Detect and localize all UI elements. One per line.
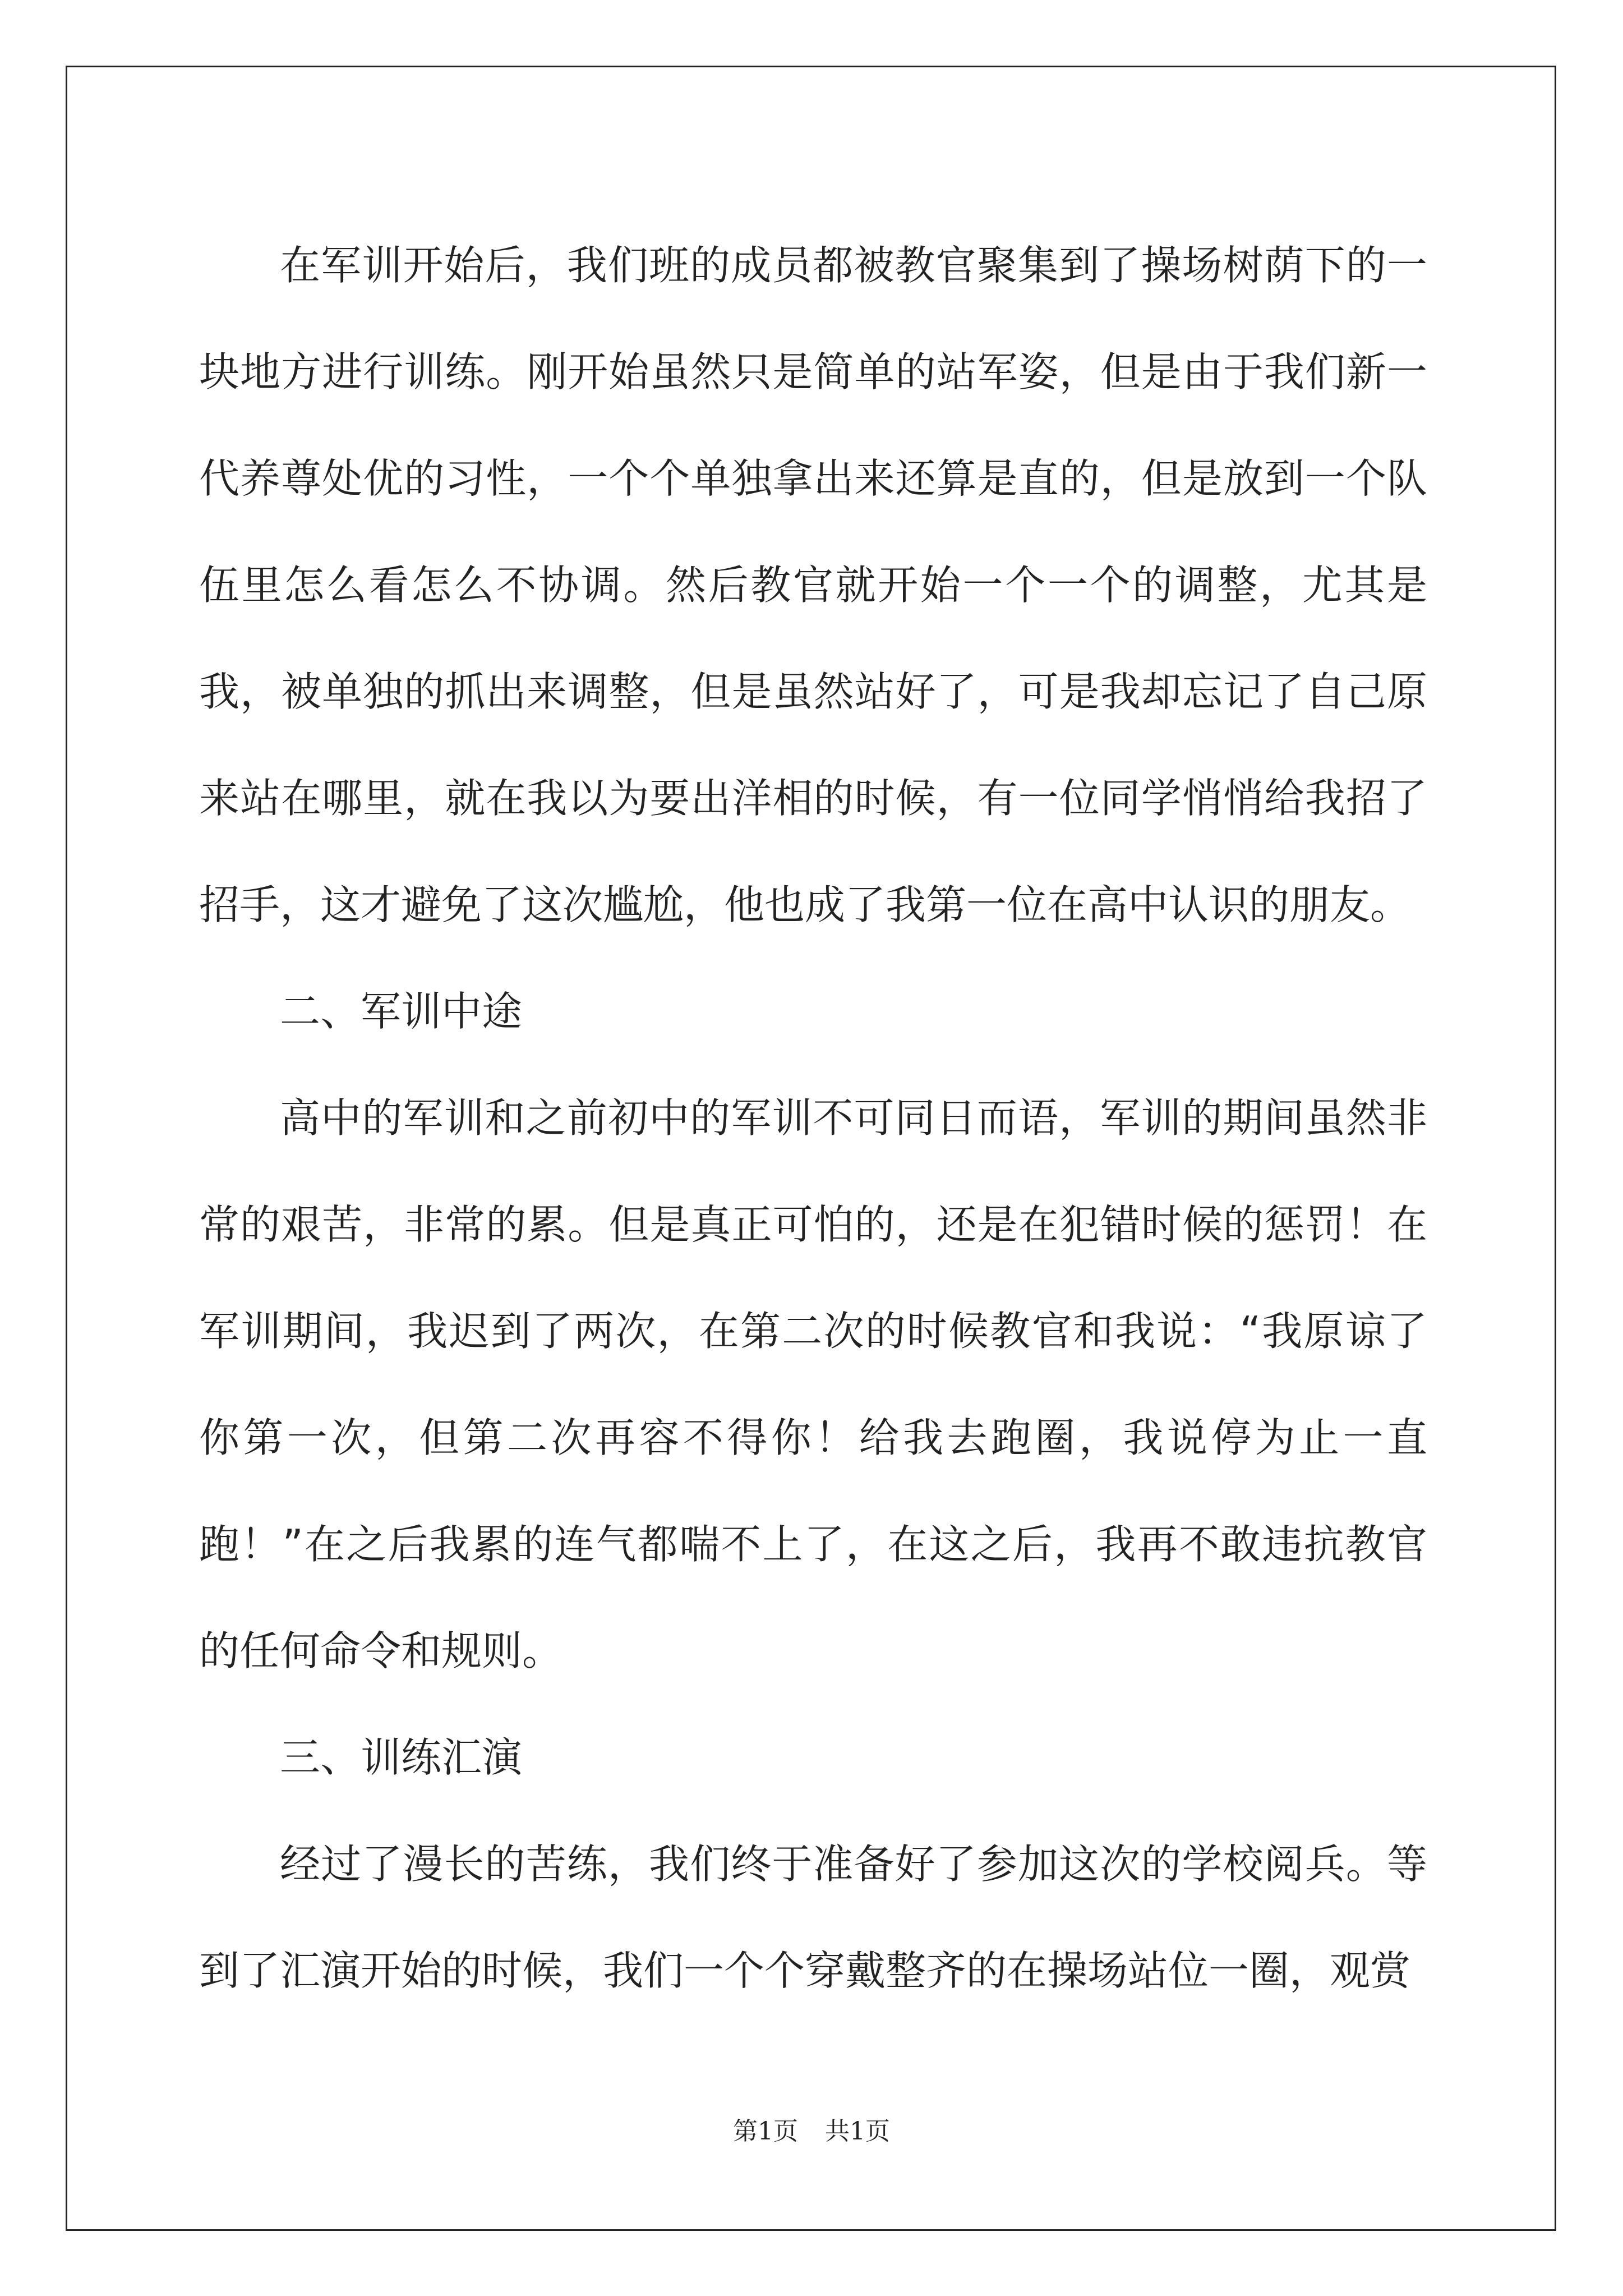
section-heading-performance: 三、训练汇演	[280, 1734, 523, 1781]
page-footer	[0, 2115, 1623, 2148]
page-number-total: 共1页	[825, 2117, 890, 2146]
paragraph-training-start: 在军训开始后，我们班的成员都被教官聚集到了操场树荫下的一块地方进行训练。刚开始虽然只是简单的站军姿，但是由于我们新一代养尊处优的习性，一个个单独拿出来还算是直的，但是放到一个队伍里怎么看怎么不协调。然后教官就开始一个一个的调整，尤其是我，被单独的抓出来调整，但是虽然站好了，可是我却忘记了自己原来站在哪里，就在我以为要出洋相的时候，有一位同学悄悄给我招了招手，这才避免了这次尴尬，他也成了我第一位在高中认识的朋友。	[199, 242, 1427, 928]
section-heading-mid-training: 二、军训中途	[280, 988, 523, 1035]
page-number-current: 第1页	[733, 2117, 798, 2146]
document-body	[199, 212, 1427, 2024]
paragraph-performance: 经过了漫长的苦练，我们终于准备好了参加这次的学校阅兵。等到了汇演开始的时候，我们一个个穿戴整齐的在操场站位一圈，观赏	[199, 1841, 1427, 1994]
paragraph-mid-training: 高中的军训和之前初中的军训不可同日而语，军训的期间虽然非常的艰苦，非常的累。但是真正可怕的，还是在犯错时候的惩罚！在军训期间，我迟到了两次，在第二次的时候教官和我说：“我原谅了你第一次，但第二次再容不得你！给我去跑圈，我说停为止一直跑！”在之后我累的连气都喘不上了，在这之后，我再不敢违抗教官的任何命令和规则。	[199, 1094, 1427, 1674]
